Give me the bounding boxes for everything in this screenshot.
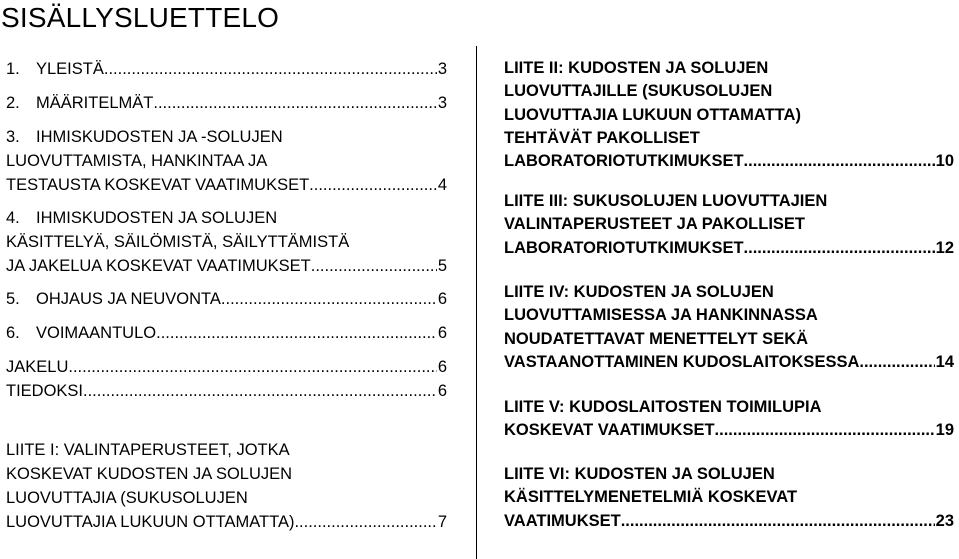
- toc-entry-text: LUOVUTTAJIA LUKUUN OTTAMATTA): [6, 513, 295, 531]
- toc-entry-number: 5.: [6, 290, 20, 308]
- toc-entry[interactable]: [6, 321, 447, 345]
- dot-leader: [621, 510, 935, 533]
- toc-entry[interactable]: [6, 355, 447, 379]
- toc-entry[interactable]: [504, 190, 954, 260]
- toc-entry-text: LABORATORIOTUTKIMUKSET: [504, 238, 744, 257]
- toc-entry-text: LIITE I: VALINTAPERUSTEET, JOTKA: [6, 441, 290, 459]
- dot-leader: [294, 510, 436, 534]
- toc-entry-text: LUOVUTTAJILLE (SUKUSOLUJEN: [504, 82, 773, 101]
- toc-entry-text: LIITE II: KUDOSTEN JA SOLUJEN: [504, 59, 769, 77]
- toc-page-number: 3: [437, 94, 447, 112]
- toc-page-number: 3: [437, 60, 447, 78]
- toc-entry-text: LUOVUTTAJIA LUKUUN OTTAMATTA): [504, 105, 801, 124]
- toc-entry-text: JA JAKELUA KOSKEVAT VAATIMUKSET: [6, 257, 311, 275]
- toc-entry-number: 1.: [6, 60, 20, 78]
- toc-entry[interactable]: [6, 438, 447, 534]
- toc-entry-text: VASTAANOTTAMINEN KUDOSLAITOKSESSA: [504, 352, 860, 371]
- dot-leader: [83, 379, 437, 403]
- dot-leader: [156, 321, 437, 345]
- dot-leader: [221, 287, 437, 311]
- toc-entry-text: IHMISKUDOSTEN JA SOLUJEN: [36, 209, 278, 227]
- toc-entry-number: 3.: [6, 128, 20, 146]
- toc-entry-number: 4.: [6, 209, 20, 227]
- toc-entry-text: MÄÄRITELMÄT: [36, 94, 154, 112]
- dot-leader: [744, 150, 935, 173]
- toc-entry[interactable]: [504, 281, 954, 374]
- toc-entry[interactable]: [6, 379, 447, 403]
- toc-entry[interactable]: [6, 287, 447, 311]
- toc-entry-text: KOSKEVAT VAATIMUKSET: [504, 421, 715, 440]
- toc-entry-text: YLEISTÄ: [36, 60, 104, 78]
- toc-entry[interactable]: [6, 206, 447, 278]
- toc-entry-text: LABORATORIOTUTKIMUKSET: [504, 152, 744, 171]
- toc-page-number: 4: [437, 176, 447, 194]
- toc-entry-text: TESTAUSTA KOSKEVAT VAATIMUKSET: [6, 176, 310, 194]
- toc-page-number: 5: [437, 257, 447, 275]
- toc-entry-text: LUOVUTTAJIA (SUKUSOLUJEN: [6, 489, 248, 507]
- toc-entry[interactable]: [504, 396, 954, 443]
- toc-entry-text: IHMISKUDOSTEN JA -SOLUJEN: [36, 128, 283, 146]
- page-title: SISÄLLYSLUETTELO: [1, 2, 280, 33]
- toc-page-number: 10: [935, 152, 954, 171]
- dot-leader: [859, 351, 934, 374]
- column-divider: [476, 46, 477, 559]
- toc-entry-text: LUOVUTTAMISTA, HANKINTAA JA: [6, 152, 268, 170]
- toc-page-number: 7: [437, 513, 447, 531]
- toc-entry[interactable]: [6, 57, 447, 81]
- toc-entry-text: VALINTAPERUSTEET JA PAKOLLISET: [504, 215, 805, 234]
- toc-page-number: 19: [935, 421, 954, 440]
- toc-entry[interactable]: [6, 125, 447, 197]
- toc-entry[interactable]: [6, 91, 447, 115]
- dot-leader: [153, 91, 436, 115]
- dot-leader: [104, 57, 437, 81]
- toc-entry-text: KOSKEVAT KUDOSTEN JA SOLUJEN: [6, 465, 293, 483]
- dot-leader: [715, 419, 935, 442]
- toc-entry-text: KÄSITTELYÄ, SÄILÖMISTÄ, SÄILYTTÄMISTÄ: [6, 233, 350, 251]
- toc-page-number: 14: [935, 352, 954, 371]
- toc-entry-text: JAKELU: [6, 358, 69, 376]
- toc-entry-text: TIEDOKSI: [6, 382, 84, 400]
- dot-leader: [311, 254, 437, 278]
- toc-entry-text: LIITE IV: KUDOSTEN JA SOLUJEN: [504, 283, 774, 301]
- toc-page-number: 12: [935, 238, 954, 257]
- toc-entry[interactable]: [504, 463, 954, 533]
- toc-entry-number: 6.: [6, 324, 20, 342]
- dot-leader: [68, 355, 436, 379]
- toc-entry-text: TEHTÄVÄT PAKOLLISET: [504, 128, 700, 147]
- toc-entry-text: NOUDATETTAVAT MENETTELYT SEKÄ: [504, 329, 809, 348]
- toc-page-number: 23: [935, 511, 954, 530]
- toc-page-number: 6: [437, 382, 447, 400]
- toc-entry-number: 2.: [6, 94, 20, 112]
- toc-entry-text: LIITE VI: KUDOSTEN JA SOLUJEN: [504, 465, 775, 483]
- toc-entry[interactable]: [504, 57, 954, 173]
- toc-page-number: 6: [437, 324, 447, 342]
- toc-entry-text: OHJAUS JA NEUVONTA: [36, 290, 221, 308]
- toc-entry-text: VOIMAANTULO: [36, 324, 157, 342]
- dot-leader: [309, 173, 437, 197]
- toc-entry-text: LIITE V: KUDOSLAITOSTEN TOIMILUPIA: [504, 398, 822, 416]
- toc-entry-text: VAATIMUKSET: [504, 511, 621, 530]
- toc-entry-text: KÄSITTELYMENETELMIÄ KOSKEVAT: [504, 488, 798, 507]
- dot-leader: [744, 237, 935, 260]
- toc-entry-text: LIITE III: SUKUSOLUJEN LUOVUTTAJIEN: [504, 192, 828, 210]
- toc-page-number: 6: [437, 290, 447, 308]
- toc-entry-text: LUOVUTTAMISESSA JA HANKINNASSA: [504, 306, 818, 325]
- toc-page-number: 6: [437, 358, 447, 376]
